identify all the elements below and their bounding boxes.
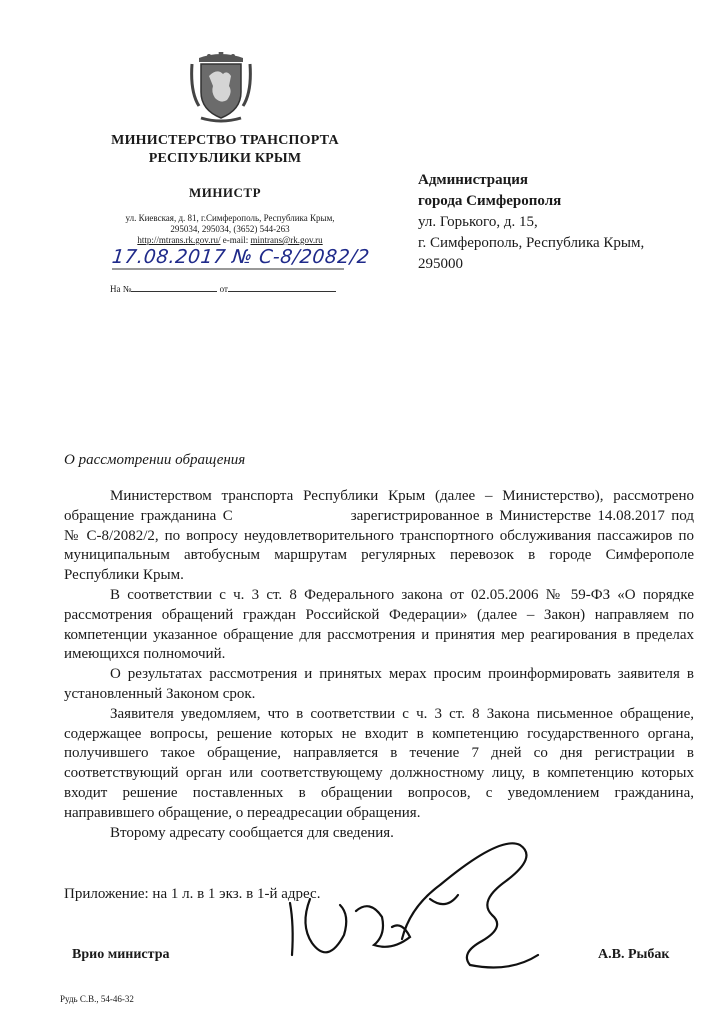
- contact-block: [100, 213, 360, 246]
- crimea-coat-of-arms-icon: [189, 52, 253, 124]
- paragraph-5: Второму адресату сообщается для сведения.: [110, 824, 394, 841]
- website-link[interactable]: http://mtrans.rk.gov.ru/: [137, 235, 221, 245]
- paragraph-1: [64, 487, 694, 586]
- address-line2: 295034, 295034, (3652) 544-263: [170, 224, 290, 234]
- minister-title: МИНИСТР: [188, 185, 262, 200]
- paragraph-1-part-b: зарегистрированное в Министерстве 14.08.2017 под № С-8/2082/2, по вопросу неудовлетворительного транспортного обслуживания пассажиров по муниципальным автобусным маршрутам регулярных перевозок в городе Симферополе Республики Крым.: [64, 507, 695, 584]
- addressee-line4: г. Симферополь, Республика Крым,: [418, 235, 645, 251]
- letter-body: [64, 487, 694, 843]
- addressee-line5: 295000: [418, 256, 463, 272]
- ministry-name-line2: РЕСПУБЛИКИ КРЫМ: [148, 151, 302, 166]
- paragraph-1-part-a: Министерством транспорта Республики Крым (далее – Министерство), рассмотрено обращение гражданина С: [64, 488, 694, 524]
- ministry-name-line1: МИНИСТЕРСТВО ТРАНСПОРТА: [111, 133, 339, 148]
- registration-number: 17.08.2017 № С-8/2082/2: [110, 246, 371, 268]
- redacted-name: [233, 509, 351, 523]
- addressee-line2: города Симферополя: [418, 193, 562, 209]
- email-link[interactable]: mintrans@rk.gov.ru: [250, 235, 323, 245]
- reply-from-label: от: [219, 284, 228, 294]
- signatory-name: А.В. Рыбак: [598, 947, 670, 962]
- email-label: e-mail:: [222, 235, 249, 245]
- attachment-note: Приложение: на 1 л. в 1 экз. в 1-й адрес.: [64, 886, 321, 902]
- paragraph-3: О результатах рассмотрения и принятых мерах просим проинформировать заявителя в установленный Законом срок.: [64, 666, 694, 702]
- paragraph-4: Заявителя уведомляем, что в соответствии с ч. 3 ст. 8 Закона письменное обращение, содержащее вопросы, решение которых не входит в компетенцию государственного органа, получившего такое обращение, направляется в течение 7 дней со дня регистрации в соответствующий орган или соответствующему должностному лицу, в компетенцию которых входит решение поставленных в обращении вопросов, с уведомлением гражданина, направившего обращение, о переадресации обращения.: [64, 705, 694, 821]
- paragraph-2: В соответствии с ч. 3 ст. 8 Федерального закона от 02.05.2006 № 59-ФЗ «О порядке рассмотрения обращений граждан Российской Федерации» (далее – Закон) направляем по компетенции указанное обращение для рассмотрения и принятия мер реагирования в пределах имеющихся полномочий.: [64, 586, 694, 663]
- executor-contact: Рудь С.В., 54-46-32: [60, 994, 134, 1004]
- ministry-name: [80, 132, 370, 168]
- reply-prefix: На №: [110, 284, 132, 294]
- web-contacts: [100, 235, 360, 246]
- addressee-line1: Администрация: [418, 172, 529, 188]
- address-line1: ул. Киевская, д. 81, г.Симферополь, Республика Крым,: [125, 213, 335, 223]
- handwritten-signature: [270, 815, 570, 975]
- reply-date-blank: [228, 282, 336, 292]
- addressee-line3: ул. Горького, д. 15,: [418, 214, 538, 230]
- reply-reference-line: [110, 282, 336, 294]
- signatory-role: Врио министра: [72, 947, 170, 962]
- reply-number-blank: [131, 282, 217, 292]
- addressee-block: [418, 170, 708, 275]
- letter-subject: О рассмотрении обращения: [64, 452, 246, 468]
